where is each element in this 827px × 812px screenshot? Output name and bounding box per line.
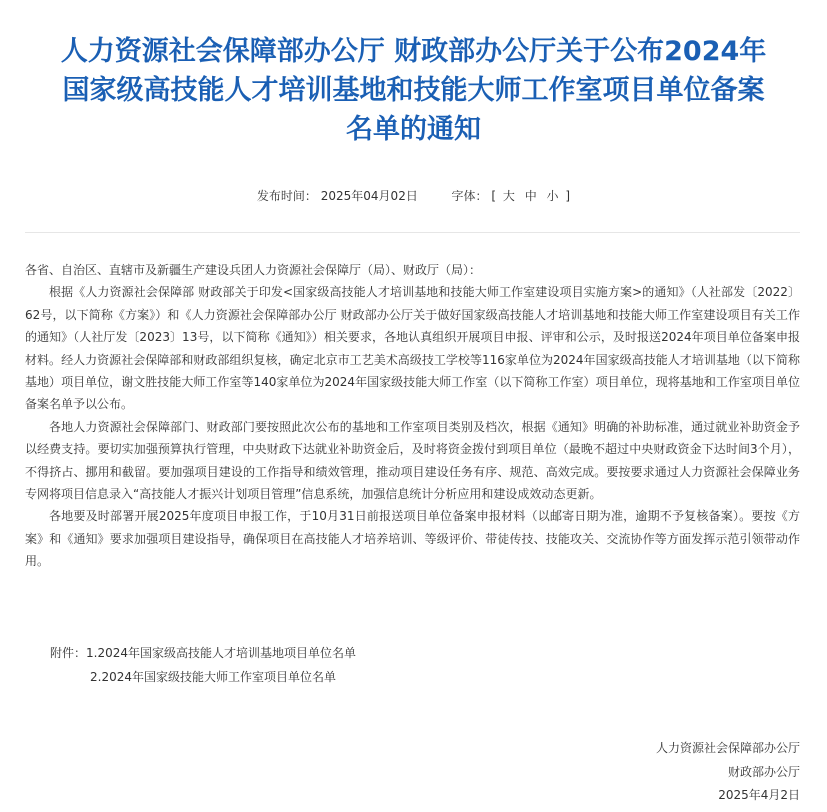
addressee: 各省、自治区、直辖市及新疆生产建设兵团人力资源社会保障厅（局）、财政厅（局）： <box>25 263 482 277</box>
title-line-3: 名单的通知 <box>346 114 481 145</box>
font-size-label: 字体： <box>451 189 488 203</box>
title-line-1: 人力资源社会保障部办公厅 财政部办公厅关于公布2024年 <box>60 36 767 67</box>
signature-org-1: 人力资源社会保障部办公厅 <box>655 741 800 755</box>
attachments-section <box>50 642 356 689</box>
font-size-control <box>452 189 571 203</box>
font-bracket-open: [ <box>491 189 497 203</box>
font-medium-button[interactable]: 中 <box>524 189 537 203</box>
signature-block <box>656 737 800 808</box>
article-body <box>25 259 800 573</box>
body-paragraph-3: 各地要及时部署开展2025年度项目申报工作，于10月31日前报送项目单位备案申报材料（以邮寄日期为准，逾期不予复核备案）。要按《方案》和《通知》要求加强项目建设指导，确保项目在高技能人才培养培训、等级评价、带徒传技、技能攻关、交流协作等方面发挥示范引领带动作用。 <box>25 509 800 569</box>
publish-time-label: 发布时间： <box>256 189 317 203</box>
article-title <box>0 32 827 149</box>
title-divider <box>25 232 800 233</box>
attachments-label: 附件： <box>50 646 87 660</box>
body-paragraph-1: 根据《人力资源社会保障部 财政部关于印发<国家级高技能人才培训基地和技能大师工作室建设项目实施方案>的通知》（人社部发〔2022〕62号，以下简称《方案》）和《人力资源社会保障部办公厅 财政部办公厅关于做好国家级高技能人才培训基地和技能大师工作室建设项目有关工作的通知》（人社厅发〔2023〕13号，以下简称《通知》）相关要求，各地认真组织开展项目申报、评审和公示，及时报送2024年项目单位备案申报材料。经人力资源社会保障部和财政部组织复核，确定北京市工艺美术高级技工学校等116家单位为2024年国家级高技能人才培训基地（以下简称基地）项目单位，谢文胜技能大师工作室等140家单位为2024年国家级技能大师工作室（以下简称工作室）项目单位，现将基地和工作室项目单位备案名单予以公布。 <box>25 285 800 412</box>
title-line-2: 国家级高技能人才培训基地和技能大师工作室项目单位备案 <box>62 75 765 106</box>
attachment-link-1[interactable]: 1.2024年国家级高技能人才培训基地项目单位名单 <box>86 646 357 660</box>
body-paragraph-2: 各地人力资源社会保障部门、财政部门要按照此次公布的基地和工作室项目类别及档次，根据《通知》明确的补助标准，通过就业补助资金予以经费支持。要切实加强预算执行管理，中央财政下达就业补助资金后，及时将资金拨付到项目单位（最晚不超过中央财政资金下达时间3个月），不得挤占、挪用和截留。要加强项目建设的工作指导和绩效管理，推动项目建设任务有序、规范、高效完成。要按要求通过人力资源社会保障业务专网将项目信息录入“高技能人才振兴计划项目管理”信息系统，加强信息统计分析应用和建设成效动态更新。 <box>25 419 800 502</box>
signature-org-2: 财政部办公厅 <box>727 764 800 779</box>
signature-date: 2025年4月2日 <box>718 788 800 802</box>
font-bracket-close: ] <box>565 189 571 203</box>
font-small-button[interactable]: 小 <box>546 189 559 203</box>
font-large-button[interactable]: 大 <box>502 189 515 203</box>
publish-date: 2025年04月02日 <box>320 189 418 203</box>
article-meta <box>0 187 827 205</box>
attachment-link-2[interactable]: 2.2024年国家级技能大师工作室项目单位名单 <box>90 669 336 684</box>
